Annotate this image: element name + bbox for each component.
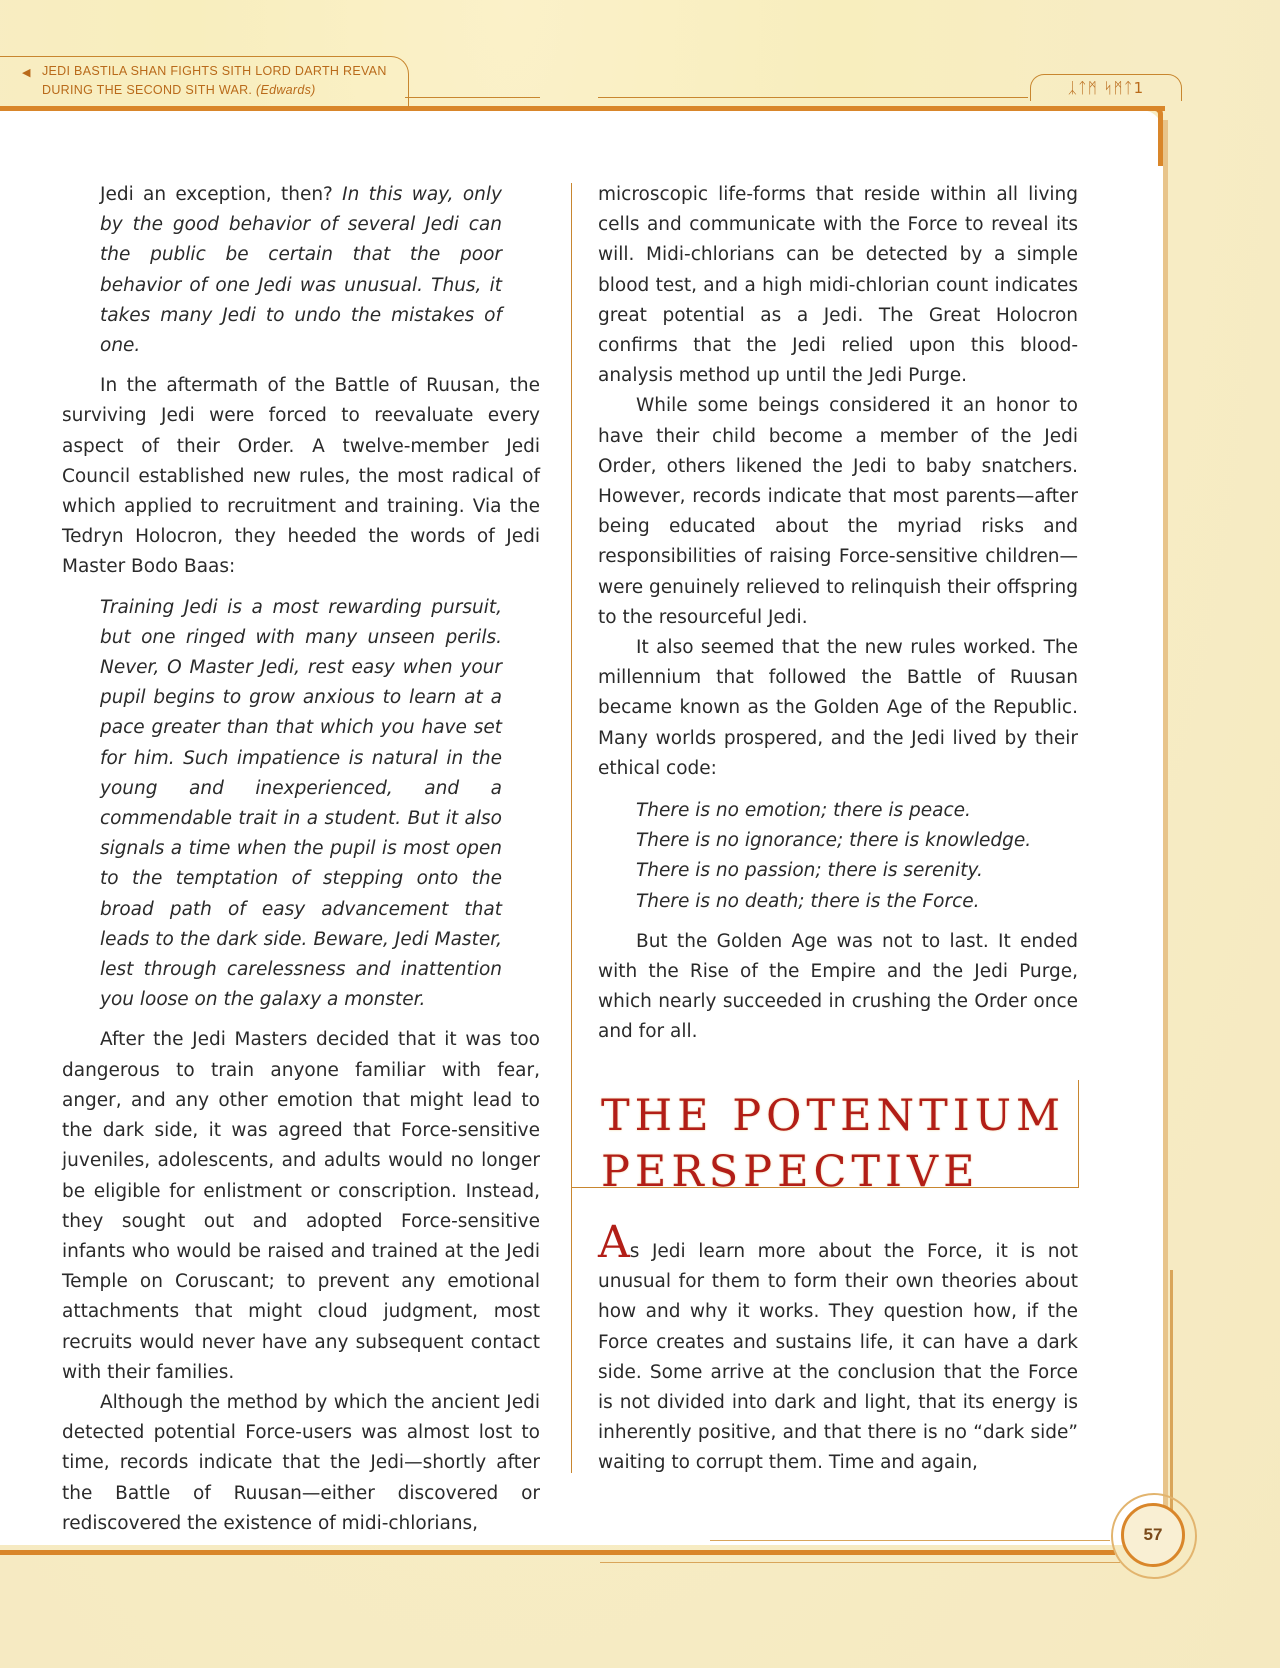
right-column xyxy=(598,180,1078,1048)
code-line: There is no ignorance; there is knowledge. xyxy=(636,830,1032,852)
quote-bodo-baas: Training Jedi is a most rewarding pursuit, but one ringed with many unseen perils. Never, O Master Jedi, rest easy when your pupil begins to grow anxious to learn at a pace greater than that which you have set for him. Such impatience is natural in the young and inexperienced, and a commendable trait in a student. But it also signals a time when the pupil is most open to the temptation of stepping onto the broad path of easy advancement that leads to the dark side. Beware, Jedi Master, lest through carelessness and inattention you loose on the galaxy a monster. xyxy=(100,596,502,1011)
paragraph-recruitment: After the Jedi Masters decided that it was too dangerous to train anyone familiar with fear, anger, and any other emotion that might lead to the dark side, it was agreed that Force-sensitive juveniles, adolescents, and adults would no longer be eligible for enlistment or conscription. Instead, they sought out and adopted Force-sensitive infants who would be raised and trained at the Jedi Temple on Coruscant; to prevent any emotional attachments that might cloud judgment, most recruits would never have any subsequent contact with their families. xyxy=(62,1029,540,1383)
code-line: There is no passion; there is serenity. xyxy=(636,860,983,882)
paragraph-intro: Jedi an exception, then? In this way, only by the good behavior of several Jedi can the public be certain that the poor behavior of one Jedi was unusual. Thus, it takes many Jedi to undo the mistakes of one. xyxy=(100,184,502,357)
section-heading xyxy=(601,1088,1071,1200)
heading-line-1: THE POTENTIUM xyxy=(601,1091,1066,1141)
code-line: There is no death; there is the Force. xyxy=(636,890,980,912)
image-caption xyxy=(22,62,402,100)
column-divider xyxy=(571,183,572,1473)
paragraph-microscopic: microscopic life-forms that reside within all living cells and communicate with the Force to reveal its will. Midi-chlorians can be detected by a simple blood test, and a high midi-chlorian count indicates great potential as a Jedi. The Great Holocron confirms that the Jedi relied upon this blood-analysis method up until the Jedi Purge. xyxy=(598,184,1078,387)
paragraph-midichlorians: Although the method by which the ancient Jedi detected potential Force-users was almost lost to time, records indicate that the Jedi—shortly after the Battle of Ruusan—either discovered or rediscovered the existence of midi-chlorians, xyxy=(62,1391,540,1534)
paragraph-ruusan: In the aftermath of the Battle of Ruusan, the surviving Jedi were forced to reevaluate every aspect of their Order. A twelve-member Jedi Council established new rules, the most radical of which applied to recruitment and training. Via the Tedryn Holocron, they heeded the words of Jedi Master Bodo Baas: xyxy=(62,375,540,578)
page-number: 57 xyxy=(1121,1503,1185,1567)
right-accent-rule xyxy=(1170,1270,1173,1520)
bottom-thin-rule-upper xyxy=(710,1540,1110,1541)
caption-credit: (Edwards) xyxy=(255,83,316,97)
caption-text: JEDI BASTILA SHAN FIGHTS SITH LORD DARTH REVAN DURING THE SECOND SITH WAR. xyxy=(42,64,387,97)
right-rule xyxy=(1163,120,1168,1550)
paragraph-empire: But the Golden Age was not to last. It ended with the Rise of the Empire and the Jedi Purge, which nearly succeeded in crushing the Order once and for all. xyxy=(598,930,1078,1043)
caption-arrow-icon: ◀ xyxy=(22,67,31,79)
bottom-thin-rule xyxy=(600,1562,1120,1563)
top-rule-corner xyxy=(1155,106,1163,166)
paragraph-baby-snatchers: While some beings considered it an honor to have their child become a member of the Jedi Order, others likened the Jedi to baby snatchers. However, records indicate that most parents—after being educated about the myriad risks and responsibilities of raising Force-sensitive children—were genuinely relieved to relinquish their offspring to the resourceful Jedi. xyxy=(598,395,1078,628)
bottom-rule xyxy=(0,1550,1115,1555)
jedi-code xyxy=(636,796,1078,917)
potentium-column xyxy=(598,1217,1078,1479)
heading-line-2: PERSPECTIVE xyxy=(601,1147,980,1197)
paragraph-potentium: As Jedi learn more about the Force, it is not unusual for them to form their own theories about how and why it works. They question how, if the Force creates and sustains life, it can have a dark side. Some arrive at the conclusion that the Force is not divided into dark and light, that its energy is inherently positive, and that there is no “dark side” waiting to corrupt them. Time and again, xyxy=(598,1217,1078,1474)
caption-line xyxy=(405,97,540,98)
paragraph-golden-age: It also seemed that the new rules worked. The millennium that followed the Battle of Ruusan became known as the Golden Age of the Republic. Many worlds prospered, and the Jedi lived by their ethical code: xyxy=(598,637,1078,779)
left-column xyxy=(62,180,540,1539)
drop-cap: A xyxy=(598,1217,630,1268)
code-line: There is no emotion; there is peace. xyxy=(636,800,971,822)
aurebesh-header: ᛣᛏᛗ ᛋᛗᛏ1 xyxy=(1030,74,1182,101)
header-line xyxy=(598,97,1028,98)
